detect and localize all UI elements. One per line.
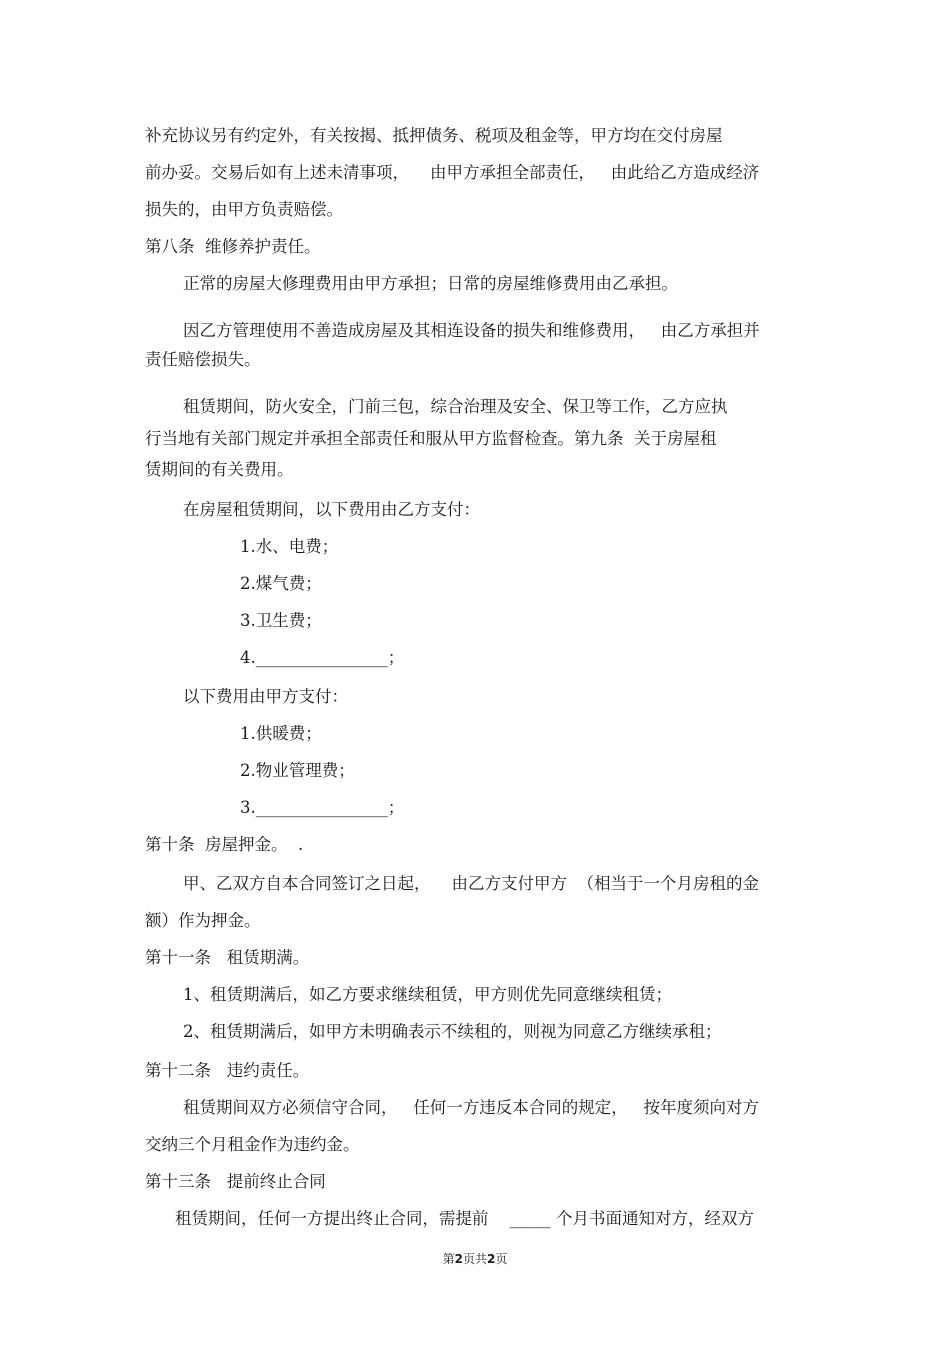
text-line: 正常的房屋大修理费用由甲方承担；日常的房屋维修费用由乙承担。 <box>183 274 678 293</box>
text-line: 在房屋租赁期间，以下费用由乙方支付： <box>183 500 480 519</box>
text-line: 租赁期间，任何一方提出终止合同，需提前 _____ 个月书面通知对方，经双方 <box>175 1209 754 1228</box>
text-line: 损失的，由甲方负责赔偿。 <box>145 200 343 219</box>
list-item: 2.物业管理费； <box>240 761 355 780</box>
footer-middle: 页共 <box>462 1252 487 1266</box>
footer-prefix: 第 <box>442 1252 455 1266</box>
text-line: 1、租赁期满后，如乙方要求继续租赁，甲方则优先同意继续租赁； <box>183 985 672 1004</box>
list-item: 3.________________； <box>240 798 405 817</box>
text-line: 额）作为押金。 <box>145 911 261 930</box>
page-footer <box>0 1250 950 1267</box>
text-line: 交纳三个月租金作为违约金。 <box>145 1135 360 1154</box>
text-line: 2、租赁期满后，如甲方未明确表示不续租的，则视为同意乙方继续承租； <box>183 1022 722 1041</box>
text-line: 因乙方管理使用不善造成房屋及其相连设备的损失和维修费用， 由乙方承担并 <box>183 321 760 340</box>
text-line: 赁期间的有关费用。 <box>145 460 294 479</box>
list-item: 2.煤气费； <box>240 574 322 593</box>
list-item: 3.卫生费； <box>240 611 322 630</box>
article-heading: 第八条 维修养护责任。 <box>145 237 321 256</box>
text-line: 前办妥。交易后如有上述未清事项， 由甲方承担全部责任， 由此给乙方造成经济 <box>145 163 760 182</box>
current-page-number: 2 <box>454 1252 463 1266</box>
text-line: 甲、乙双方自本合同签订之日起， 由乙方支付甲方 （相当于一个月房租的金 <box>183 874 759 893</box>
text-line: 补充协议另有约定外，有关按揭、抵押债务、税项及租金等，甲方均在交付房屋 <box>145 126 723 145</box>
text-line: 以下费用由甲方支付： <box>183 687 348 706</box>
text-line: 责任赔偿损失。 <box>145 350 261 369</box>
total-pages-number: 2 <box>487 1252 496 1266</box>
text-line: 行当地有关部门规定并承担全部责任和服从甲方监督检查。第九条 关于房屋租 <box>145 429 717 448</box>
article-heading: 第十条 房屋押金。 . <box>145 835 304 854</box>
footer-suffix: 页 <box>495 1252 508 1266</box>
list-item: 4.________________； <box>240 648 405 667</box>
article-heading: 第十二条 违约责任。 <box>145 1061 310 1080</box>
list-item: 1.供暖费； <box>240 724 322 743</box>
text-line: 租赁期间双方必须信守合同， 任何一方违反本合同的规定， 按年度须向对方 <box>183 1098 759 1117</box>
text-line: 租赁期间，防火安全，门前三包，综合治理及安全、保卫等工作，乙方应执 <box>183 397 728 416</box>
article-heading: 第十一条 租赁期满。 <box>145 948 310 967</box>
article-heading: 第十三条 提前终止合同 <box>145 1172 326 1191</box>
list-item: 1.水、电费； <box>240 537 339 556</box>
